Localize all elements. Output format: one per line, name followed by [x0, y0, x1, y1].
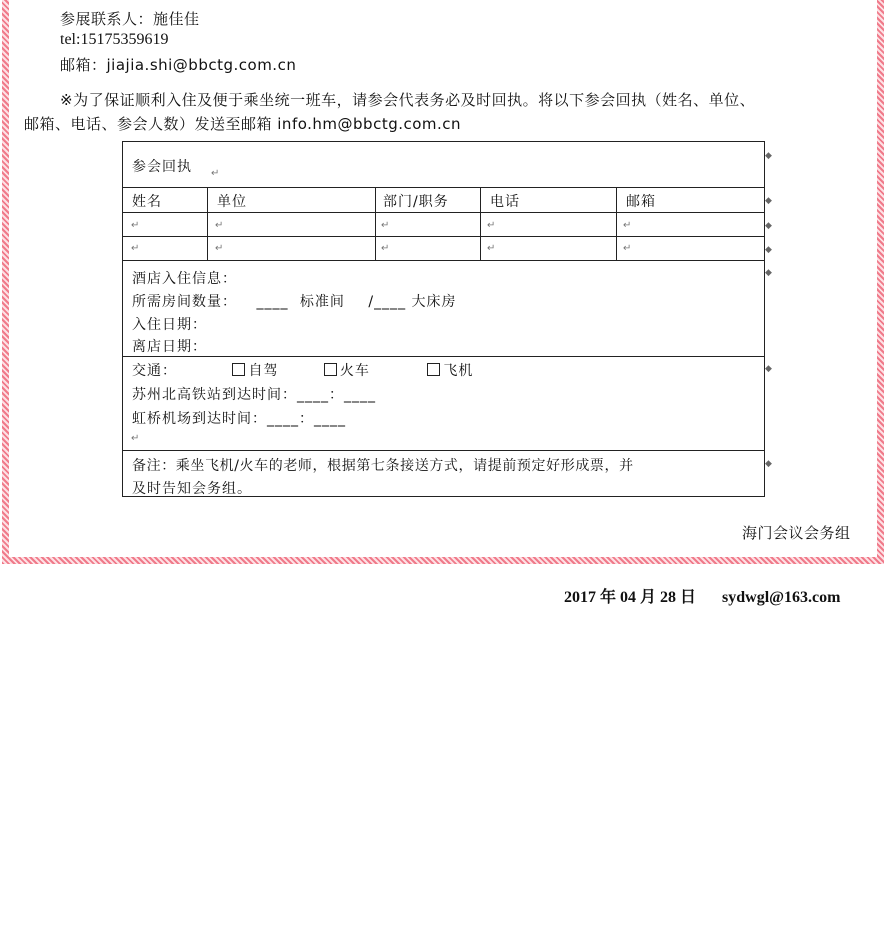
rooms-blank: ____ — [256, 294, 289, 310]
return-mark-icon: ↵ — [381, 243, 390, 254]
notice-line-1: ※为了保证顺利入住及便于乘坐统一班车，请参会代表务必及时回执。将以下参会回执（姓名、单位、 — [60, 91, 756, 109]
contact-tel: tel:15175359619 — [60, 31, 169, 48]
row-end-mark: ◆ — [765, 151, 772, 161]
option-train[interactable]: 火车 — [324, 363, 370, 379]
return-mark-icon: ↵ — [215, 220, 224, 231]
header-name: 姓名 — [132, 194, 162, 210]
form-title: 参会回执 — [132, 159, 192, 175]
return-mark-icon: ↵ — [381, 220, 390, 231]
signature: 海门会议会务组 — [742, 524, 851, 542]
row-end-mark: ◆ — [765, 245, 772, 255]
row-end-mark: ◆ — [765, 459, 772, 469]
footer-line — [564, 584, 840, 607]
return-mark-icon: ↵ — [131, 433, 140, 444]
option-plane[interactable]: 飞机 — [427, 363, 473, 379]
return-mark-icon: ↵ — [131, 220, 140, 231]
col-divider — [480, 187, 481, 260]
rooms-label: 所需房间数量： — [132, 294, 237, 310]
row-divider — [123, 212, 764, 213]
contact-email: 邮箱：jiajia.shi@bbctg.com.cn — [60, 56, 297, 74]
return-mark-icon: ↵ — [623, 220, 632, 231]
row-divider — [123, 356, 764, 357]
return-mark-icon: ↵ — [487, 243, 496, 254]
contact-person: 参展联系人：施佳佳 — [60, 10, 200, 28]
checkout-date: 离店日期： — [132, 339, 207, 355]
header-phone: 电话 — [490, 194, 520, 210]
transport-label: 交通： — [132, 363, 177, 379]
hotel-title: 酒店入住信息： — [132, 271, 237, 287]
transport-row — [132, 360, 473, 380]
row-end-mark: ◆ — [765, 221, 772, 231]
footer-date: 2017 年 04 月 28 日 — [564, 589, 697, 606]
footer-email: sydwgl@163.com — [722, 589, 841, 606]
header-department: 部门/职务 — [383, 194, 449, 210]
return-mark-icon: ↵ — [131, 243, 140, 254]
row-divider — [123, 187, 764, 188]
checkbox-icon[interactable] — [232, 363, 245, 376]
header-company: 单位 — [217, 194, 247, 210]
standard-room-label: 标准间 — [299, 294, 345, 310]
row-divider — [123, 236, 764, 237]
hongqiao-arrival-time: 虹桥机场到达时间：____：____ — [132, 411, 346, 427]
return-mark-icon: ↵ — [623, 243, 632, 254]
notice-line-2: 邮箱、电话、参会人数）发送至邮箱 info.hm@bbctg.com.cn — [24, 115, 462, 133]
checkin-date: 入住日期： — [132, 317, 207, 333]
option-drive[interactable]: 自驾 — [232, 363, 278, 379]
row-divider — [123, 450, 764, 451]
remark-line-1: 备注：乘坐飞机/火车的老师，根据第七条接送方式，请提前预定好形成票，并 — [132, 458, 634, 474]
return-mark-icon: ↵ — [211, 168, 220, 179]
king-room-blank: /____ — [368, 294, 407, 310]
row-end-mark: ◆ — [765, 268, 772, 278]
suzhou-arrival-time: 苏州北高铁站到达时间：____：____ — [132, 387, 376, 403]
return-mark-icon: ↵ — [487, 220, 496, 231]
row-end-mark: ◆ — [765, 364, 772, 374]
remark-line-2: 及时告知会务组。 — [132, 481, 252, 497]
col-divider — [616, 187, 617, 260]
row-end-mark: ◆ — [765, 196, 772, 206]
col-divider — [207, 187, 208, 260]
checkbox-icon[interactable] — [324, 363, 337, 376]
row-divider — [123, 260, 764, 261]
king-room-label: 大床房 — [411, 294, 457, 310]
col-divider — [375, 187, 376, 260]
registration-form-table — [122, 141, 765, 497]
header-email: 邮箱 — [626, 194, 656, 210]
hotel-rooms-row — [132, 291, 457, 311]
checkbox-icon[interactable] — [427, 363, 440, 376]
return-mark-icon: ↵ — [215, 243, 224, 254]
